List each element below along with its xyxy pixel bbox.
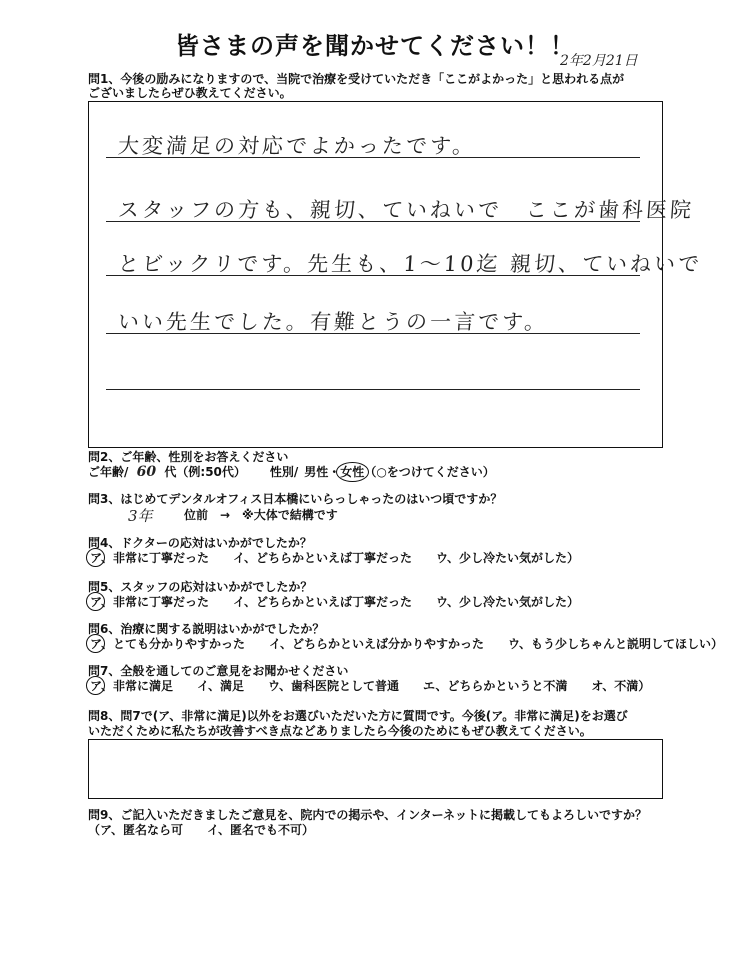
- q9-options[interactable]: （ア、匿名なら可 イ、匿名でも不可）: [88, 823, 314, 837]
- q2-label: 問2、ご年齢、性別をお答えください: [88, 450, 289, 464]
- q4-options[interactable]: ア、非常に丁寧だった イ、どちらかといえば丁寧だった ウ、少し冷たい気がした）: [90, 551, 580, 565]
- q3-label: 問3、はじめてデンタルオフィス日本橋にいらっしゃったのはいつ頃ですか？: [88, 492, 503, 506]
- q8-label-line1: 問8、問7で(ア、非常に満足)以外をお選びいただいた方に質問です。今後(ア。非常に満足)をお選び: [88, 709, 628, 723]
- q9-label-line1: 問9、ご記入いただきましたご意見を、院内での掲示や、インターネットに掲載してもよろしいですか？: [88, 808, 648, 822]
- gender-male[interactable]: 男性・: [304, 465, 341, 479]
- selection-circle: [86, 592, 105, 611]
- q1-ruled-line: [106, 389, 640, 390]
- age-label: ご年齢/: [88, 465, 129, 479]
- age-unit: 代（例:50代）: [164, 465, 246, 479]
- q5-label: 問5、スタッフの応対はいかがでしたか？: [88, 580, 313, 594]
- q2-age-row: [88, 465, 495, 479]
- age-value[interactable]: 60: [136, 464, 157, 480]
- q8-label-line2: いただくために私たちが改善すべき点などありましたら今後のためにもぜひ教えてください。: [88, 724, 592, 738]
- q1-answer-line: とビックリです。先生も、1～10迄 親切、ていねいで: [117, 252, 704, 276]
- q7-label: 問7、全般を通してのご意見をお聞かせください: [88, 664, 349, 678]
- q6-label: 問6、治療に関する説明はいかがでしたか？: [88, 622, 325, 636]
- q7-options[interactable]: ア、非常に満足 イ、満足 ウ、歯科医院として普通 エ、どちらかというと不満 オ、不満）: [90, 679, 651, 693]
- q5-options[interactable]: ア、非常に丁寧だった イ、どちらかといえば丁寧だった ウ、少し冷たい気がした）: [90, 595, 580, 609]
- gender-label: 性別/: [269, 465, 299, 479]
- handwritten-date: 2年2月21日: [560, 53, 638, 69]
- page-title: 皆さまの声を聞かせてください！！: [175, 32, 575, 60]
- gender-female-label: 女性: [340, 465, 365, 479]
- q4-label: 問4、ドクターの応対はいかがでしたか？: [88, 536, 312, 550]
- gender-note: （○をつけてください）: [364, 465, 495, 479]
- selection-circle: [86, 548, 105, 567]
- selection-circle: [86, 634, 105, 653]
- q6-options[interactable]: ア、とても分かりやすかった イ、どちらかといえば分かりやすかった ウ、もう少しちゃんと説明してほしい）: [90, 637, 724, 651]
- selection-circle: [336, 462, 369, 482]
- q1-answer-line: スタッフの方も、親切、ていねいで ここが歯科医院: [117, 198, 695, 222]
- q1-answer-line: 大変満足の対応でよかったです。: [117, 134, 478, 158]
- q8-answer-box[interactable]: [88, 739, 663, 799]
- q1-label-line1: 問1、今後の励みになりますので、当院で治療を受けていただき「ここがよかった」と思われる点が: [88, 72, 625, 86]
- q3-note: 位前 → ※大体で結構です: [184, 508, 338, 522]
- q1-answer-line: いい先生でした。有難とうの一言です。: [117, 310, 550, 334]
- selection-circle: [86, 676, 105, 695]
- years-value[interactable]: 3年: [128, 507, 153, 525]
- q1-label-line2: ございましたらぜひ教えてください。: [88, 86, 292, 100]
- gender-female[interactable]: [340, 465, 364, 479]
